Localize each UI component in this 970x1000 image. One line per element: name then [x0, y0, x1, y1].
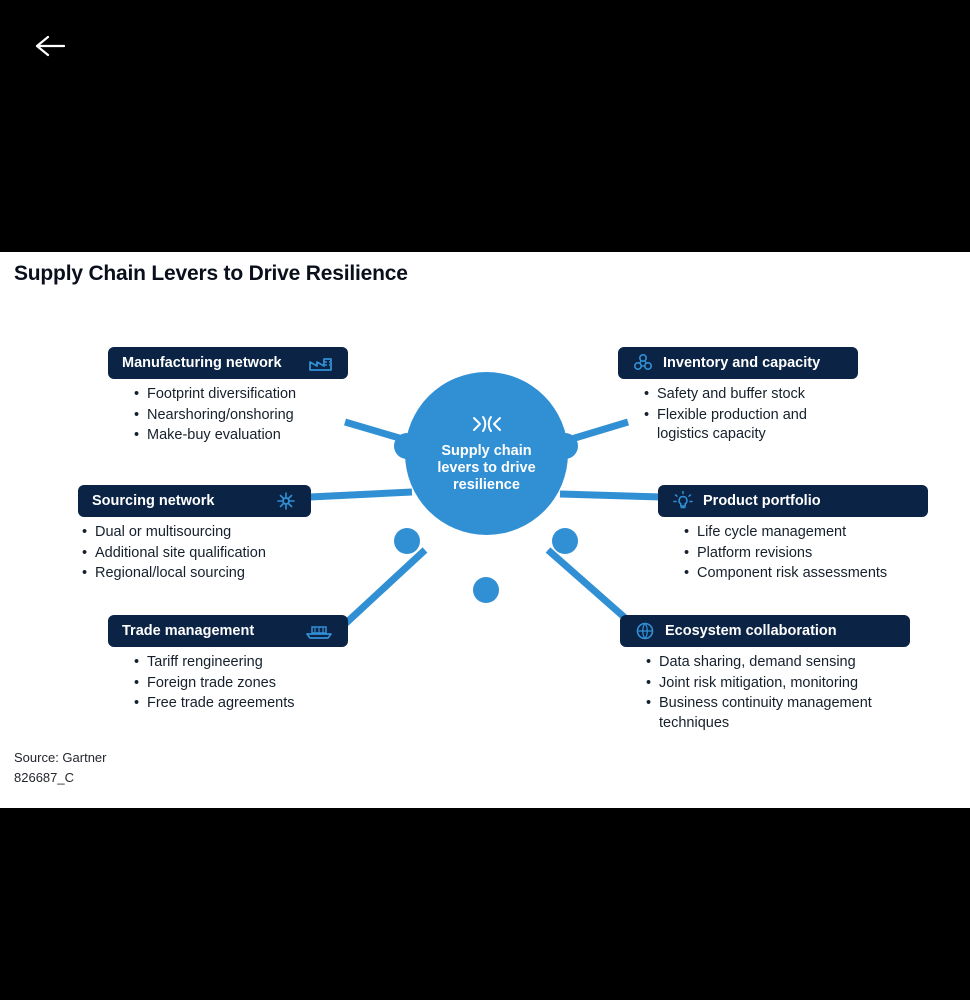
hub-label [437, 443, 535, 494]
node-header [620, 615, 910, 647]
node-title: Sourcing network [92, 493, 215, 509]
node-bullets [130, 653, 348, 714]
list-item: • Safety and buffer stock [640, 385, 858, 405]
globe-network-icon [634, 620, 656, 642]
back-button[interactable] [28, 24, 72, 68]
lightbulb-icon [672, 490, 694, 512]
node-title: Product portfolio [703, 493, 821, 509]
list-item: • Footprint diversification [130, 385, 348, 405]
node-header [658, 485, 928, 517]
node-header [108, 615, 348, 647]
figure-panel [0, 252, 970, 808]
hub-label-line: Supply chain [441, 442, 532, 459]
boxes-stack-icon [632, 353, 654, 373]
page-title: Supply Chain Levers to Drive Resilience [14, 262, 408, 285]
node-product-portfolio[interactable] [658, 485, 928, 585]
source-text: Source: Gartner [14, 750, 107, 765]
node-title: Trade management [122, 623, 255, 639]
network-hub-icon [261, 490, 297, 512]
list-item: • Tariff rengineering [130, 653, 348, 673]
list-item: • Platform revisions [680, 544, 928, 564]
node-header [78, 485, 311, 517]
top-bar [0, 0, 970, 92]
document-id: 826687_C [14, 770, 74, 785]
list-item: • Foreign trade zones [130, 674, 348, 694]
factory-icon [294, 354, 334, 372]
node-bullets [78, 523, 311, 584]
node-trade-management[interactable] [108, 615, 348, 715]
node-bullets [642, 653, 910, 733]
list-item: • Flexible production and logistics capacity [640, 406, 858, 445]
source-note [14, 748, 107, 788]
list-item: • Component risk assessments [680, 564, 928, 584]
node-title: Inventory and capacity [663, 355, 821, 371]
node-bullets [640, 385, 858, 445]
node-inventory-and-capacity[interactable] [618, 347, 858, 446]
back-arrow-icon [35, 35, 65, 57]
node-bullets [130, 385, 348, 446]
supply-chain-node-icon [470, 414, 504, 439]
list-item: • Make-buy evaluation [130, 426, 348, 446]
list-item: • Business continuity management techniques [642, 694, 910, 733]
node-manufacturing-network[interactable] [108, 347, 348, 447]
list-item: • Regional/local sourcing [78, 564, 311, 584]
list-item: • Dual or multisourcing [78, 523, 311, 543]
list-item: • Nearshoring/onshoring [130, 406, 348, 426]
node-title: Manufacturing network [122, 355, 282, 371]
list-item: • Free trade agreements [130, 694, 348, 714]
node-title: Ecosystem collaboration [665, 623, 837, 639]
cargo-ship-icon [290, 622, 334, 640]
diagram-hub [405, 372, 568, 535]
list-item: • Joint risk mitigation, monitoring [642, 674, 910, 694]
node-ecosystem-collaboration[interactable] [620, 615, 910, 734]
list-item: • Life cycle management [680, 523, 928, 543]
hub-label-line: levers to drive [437, 459, 536, 476]
node-bullets [680, 523, 928, 584]
diagram-canvas [0, 312, 970, 742]
hub-label-line: resilience [453, 476, 520, 493]
node-sourcing-network[interactable] [78, 485, 311, 585]
node-header [108, 347, 348, 379]
list-item: • Additional site qualification [78, 544, 311, 564]
list-item: • Data sharing, demand sensing [642, 653, 910, 673]
node-header [618, 347, 858, 379]
